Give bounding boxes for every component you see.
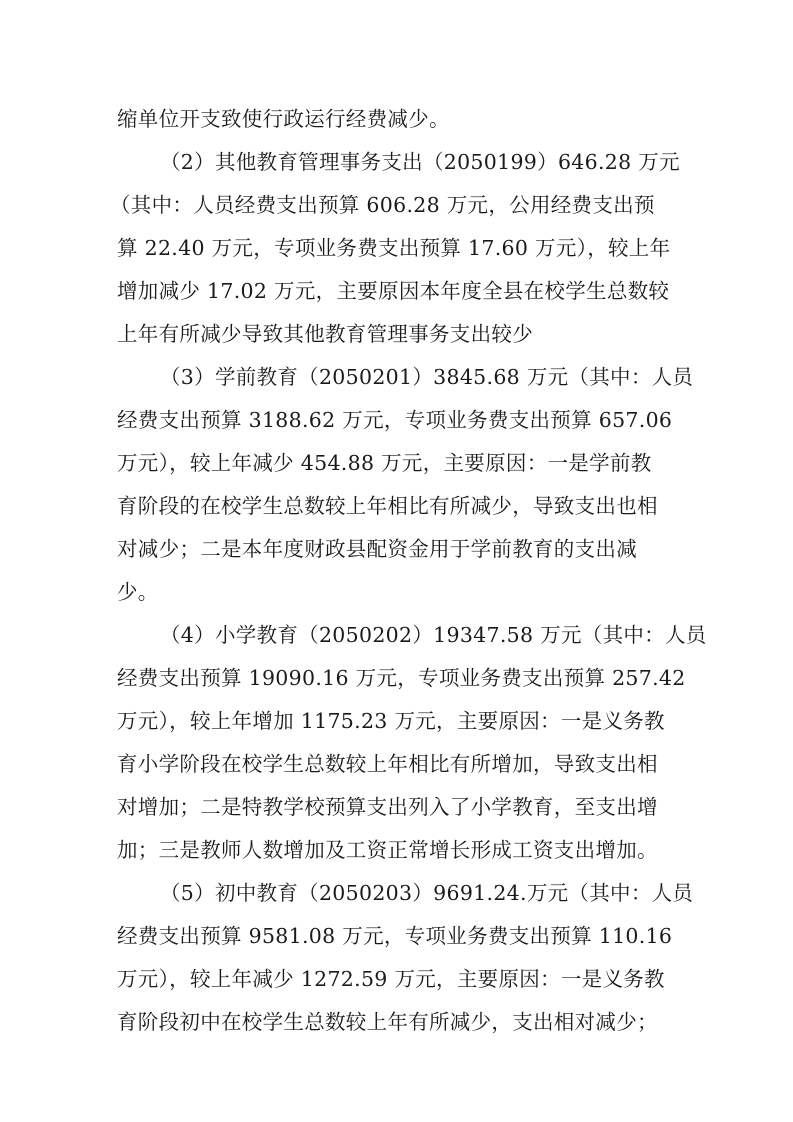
text-line: （其中：人员经费支出预算 606.28 万元，公用经费支出预 — [110, 193, 655, 217]
text-line: 育小学阶段在校学生总数较上年相比有所增加，导致支出相 — [117, 752, 658, 776]
text-line: 育阶段初中在校学生总数较上年有所减少，支出相对减少； — [117, 1010, 658, 1034]
text-line: 经费支出预算 3188.62 万元，专项业务费支出预算 657.06 — [117, 408, 673, 432]
text-line: 育阶段的在校学生总数较上年相比有所减少，导致支出也相 — [117, 494, 658, 518]
text-line: 经费支出预算 9581.08 万元，专项业务费支出预算 110.16 — [117, 924, 673, 948]
text-line: 万元），较上年减少 1272.59 万元，主要原因：一是义务教 — [117, 967, 665, 991]
text-line: 万元），较上年增加 1175.23 万元，主要原因：一是义务教 — [117, 709, 665, 733]
text-line: 缩单位开支致使行政运行经费减少。 — [117, 107, 450, 131]
text-line: 对减少；二是本年度财政县配资金用于学前教育的支出减 — [117, 537, 637, 561]
paragraph-start-line: （4）小学教育（2050202）19347.58 万元（其中：人员 — [160, 623, 707, 647]
text-line: 对增加；二是特教学校预算支出列入了小学教育，至支出增 — [117, 795, 658, 819]
text-line: 少。 — [117, 580, 159, 604]
paragraph-start-line: （3）学前教育（2050201）3845.68 万元（其中：人员 — [160, 365, 694, 389]
text-line: 经费支出预算 19090.16 万元，专项业务费支出预算 257.42 — [117, 666, 686, 690]
text-line: 万元），较上年减少 454.88 万元，主要原因：一是学前教 — [117, 451, 652, 475]
text-line: 算 22.40 万元，专项业务费支出预算 17.60 万元），较上年 — [117, 236, 671, 260]
text-line: 增加减少 17.02 万元，主要原因本年度全县在校学生总数较 — [117, 279, 670, 303]
paragraph-start-line: （5）初中教育（2050203）9691.24.万元（其中：人员 — [160, 881, 694, 905]
text-line: 上年有所减少导致其他教育管理事务支出较少 — [117, 322, 533, 346]
paragraph-start-line: （2）其他教育管理事务支出（2050199）646.28 万元 — [160, 150, 680, 174]
text-line: 加；三是教师人数增加及工资正常增长形成工资支出增加。 — [117, 838, 658, 862]
